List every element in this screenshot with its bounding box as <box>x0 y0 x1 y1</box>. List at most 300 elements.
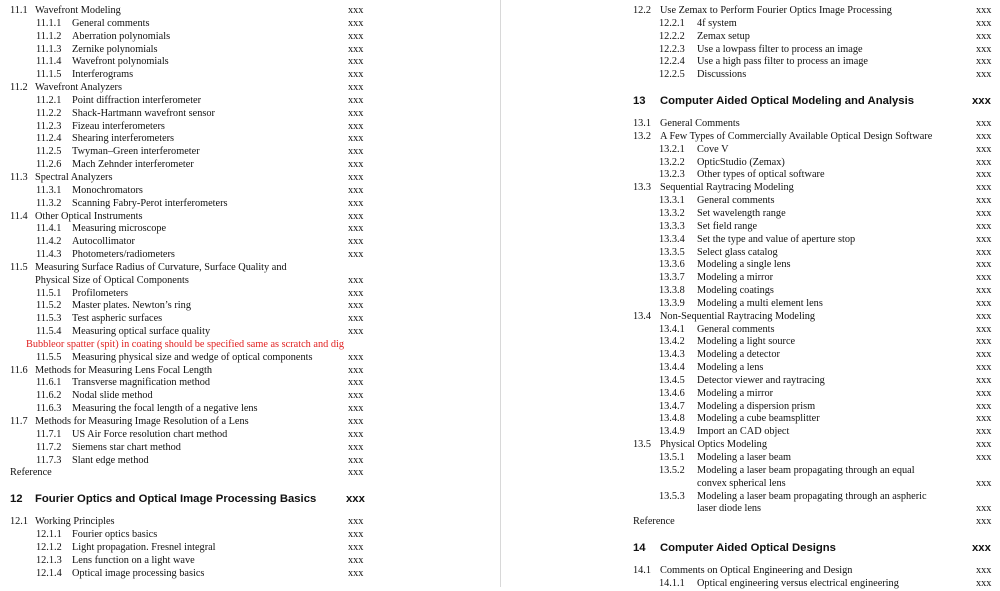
section-title: Non-Sequential Raytracing Modeling <box>660 310 815 322</box>
page-number: xxx <box>348 146 364 158</box>
toc-entry[interactable] <box>0 159 500 172</box>
page-number: xxx <box>348 159 364 171</box>
toc-entry[interactable] <box>0 516 500 529</box>
section-title: Fourier Optics and Optical Image Processing Basics <box>35 493 317 506</box>
section-number: 11.6.1 <box>36 377 62 389</box>
section-title: Lens function on a light wave <box>72 554 195 566</box>
toc-entry[interactable] <box>502 234 1000 247</box>
section-number: 11.4.3 <box>36 249 62 261</box>
section-title: Modeling a cube beamsplitter <box>697 413 820 425</box>
page-number: xxx <box>348 197 364 209</box>
toc-entry[interactable] <box>0 82 500 95</box>
section-title: Set wavelength range <box>697 207 786 219</box>
page-number: xxx <box>976 349 992 361</box>
page-number: xxx <box>348 403 364 415</box>
page-number: xxx <box>348 454 364 466</box>
section-title: Modeling a laser beam <box>697 452 792 463</box>
page-number: xxx <box>348 377 364 389</box>
toc-entry[interactable] <box>502 157 1000 170</box>
section-number: 11.2.4 <box>36 133 62 145</box>
section-number: 12.2.4 <box>659 56 685 68</box>
toc-entry[interactable] <box>502 195 1000 208</box>
page-number: xxx <box>976 477 992 489</box>
section-number: 11.7 <box>10 416 28 427</box>
section-title: Methods for Measuring Lens Focal Length <box>35 364 213 376</box>
page-number: xxx <box>348 287 364 299</box>
toc-entry[interactable] <box>502 362 1000 375</box>
page-number: xxx <box>976 272 992 284</box>
section-number: 12.2.1 <box>659 17 685 29</box>
section-number: 11.3.1 <box>36 184 62 196</box>
toc-entry[interactable] <box>502 18 1000 31</box>
page-number: xxx <box>976 143 992 155</box>
section-number: 13.5.1 <box>659 452 685 463</box>
section-title: Twyman–Green interferometer <box>72 146 200 158</box>
section-number: 13.4.4 <box>659 362 685 374</box>
page-number: xxx <box>346 493 365 506</box>
section-title: Working Principles <box>35 516 115 528</box>
toc-entry[interactable] <box>502 324 1000 337</box>
section-number: 11.7.1 <box>36 428 62 440</box>
toc-entry[interactable] <box>502 375 1000 388</box>
toc-entry[interactable] <box>502 516 1000 529</box>
section-title: Modeling a dispersion prism <box>697 400 816 412</box>
toc-entry[interactable] <box>0 313 500 326</box>
section-number: 13.4.5 <box>659 374 685 386</box>
toc-entry[interactable] <box>0 172 500 185</box>
toc-entry[interactable] <box>502 311 1000 324</box>
toc-entry[interactable] <box>0 403 500 416</box>
section-title: Aberration polynomials <box>72 30 171 42</box>
chapter-heading[interactable] <box>502 537 1000 559</box>
page-number: xxx <box>348 326 364 338</box>
toc-entry[interactable] <box>0 262 500 275</box>
section-title: Optical image processing basics <box>72 567 205 579</box>
section-title: Spectral Analyzers <box>35 171 113 183</box>
section-title: OpticStudio (Zemax) <box>697 156 785 168</box>
section-number: 11.2 <box>10 82 28 94</box>
section-title: Modeling a light source <box>697 336 796 348</box>
page-number: xxx <box>348 184 364 196</box>
page-number: xxx <box>976 452 992 463</box>
toc-entry[interactable] <box>502 247 1000 260</box>
section-number: 13.3.1 <box>659 195 685 207</box>
page-number: xxx <box>976 400 992 412</box>
section-number: 11.2.3 <box>36 120 62 132</box>
section-title: Use Zemax to Perform Fourier Optics Image Processing <box>660 5 892 16</box>
page-number: xxx <box>976 56 992 68</box>
section-title: Measuring the focal length of a negative lens <box>72 403 258 415</box>
section-title: Zemax setup <box>697 30 750 42</box>
chapter-heading[interactable] <box>0 488 500 510</box>
page-number: xxx <box>348 274 364 286</box>
section-number: 11.1.5 <box>36 69 62 81</box>
toc-entry[interactable] <box>0 390 500 403</box>
toc-entry[interactable] <box>502 578 1000 591</box>
section-number: 13.3.9 <box>659 297 685 309</box>
toc-entry[interactable] <box>0 568 500 581</box>
page-number: xxx <box>348 351 364 363</box>
page-number: xxx <box>348 5 364 16</box>
section-number: 14.1 <box>633 565 652 577</box>
section-number: 13.2.1 <box>659 143 685 155</box>
toc-entry[interactable] <box>0 146 500 159</box>
section-number: 12.1.2 <box>36 541 62 553</box>
section-title: General comments <box>72 17 150 29</box>
page-number: xxx <box>976 413 992 425</box>
section-title: Import an CAD object <box>697 426 790 438</box>
toc-entry[interactable] <box>502 439 1000 452</box>
page-number: xxx <box>348 30 364 42</box>
section-title: 4f system <box>697 17 737 29</box>
section-title: Wavefront polynomials <box>72 56 169 68</box>
section-title: Physical Optics Modeling <box>660 439 767 451</box>
section-number: 13.4.2 <box>659 336 685 348</box>
toc-entry[interactable] <box>0 211 500 224</box>
section-number: 11.5.2 <box>36 300 62 312</box>
toc-entry[interactable] <box>0 69 500 82</box>
section-number: 11.4.1 <box>36 223 62 235</box>
section-number: 12.2.2 <box>659 30 685 42</box>
section-title: Interferograms <box>72 69 134 81</box>
section-title: Modeling a multi element lens <box>697 297 823 309</box>
toc-entry[interactable] <box>0 198 500 211</box>
section-title: Nodal slide method <box>72 390 153 402</box>
section-title: Physical Size of Optical Components <box>35 274 189 286</box>
section-title: General Comments <box>660 118 740 130</box>
toc-entry[interactable] <box>502 503 1000 516</box>
page-number: xxx <box>976 565 992 577</box>
toc-entry[interactable] <box>0 56 500 69</box>
section-title: Reference <box>633 516 675 528</box>
section-number: 11.5.1 <box>36 287 62 299</box>
section-title: Reference <box>10 467 52 479</box>
toc-entry[interactable] <box>502 336 1000 349</box>
section-title: Set field range <box>697 220 758 232</box>
page-number: xxx <box>348 467 364 479</box>
section-title: Wavefront Modeling <box>35 5 121 16</box>
section-title: Profilometers <box>72 287 129 299</box>
page-number: xxx <box>348 82 364 94</box>
page-number: xxx <box>976 69 992 81</box>
section-number: 11.2.1 <box>36 94 62 106</box>
toc-entry[interactable] <box>502 413 1000 426</box>
toc-left-page <box>0 0 500 587</box>
toc-entry[interactable] <box>0 555 500 568</box>
toc-entry[interactable] <box>502 478 1000 491</box>
section-number: 12 <box>10 493 23 506</box>
page-number: xxx <box>976 516 992 528</box>
section-number: 13.2.2 <box>659 156 685 168</box>
page-number: xxx <box>348 133 364 145</box>
section-number: 11.1.2 <box>36 30 62 42</box>
section-title: Use a lowpass filter to process an image <box>697 43 863 55</box>
toc-entry[interactable] <box>502 169 1000 182</box>
section-number: 13.4.9 <box>659 426 685 438</box>
section-number: 12.1.1 <box>36 529 62 541</box>
section-number: 13.2 <box>633 130 652 142</box>
section-number: 13.3 <box>633 182 652 194</box>
section-title: Measuring Surface Radius of Curvature, Surface Quality and <box>35 261 287 273</box>
page-number: xxx <box>348 107 364 119</box>
page-number: xxx <box>348 17 364 29</box>
section-number: 13.4.3 <box>659 349 685 361</box>
toc-entry[interactable] <box>0 236 500 249</box>
section-title: Modeling a lens <box>697 362 764 374</box>
toc-entry[interactable] <box>502 131 1000 144</box>
toc-entry[interactable] <box>502 349 1000 362</box>
toc-entry[interactable] <box>0 185 500 198</box>
section-number: 13.3.7 <box>659 272 685 284</box>
toc-entry[interactable] <box>0 455 500 468</box>
section-number: 12.1.4 <box>36 567 62 579</box>
page-number: xxx <box>976 336 992 348</box>
section-number: 13.4 <box>633 310 652 322</box>
section-number: 13.3.5 <box>659 246 685 258</box>
toc-entry[interactable] <box>502 401 1000 414</box>
section-number: 12.1 <box>10 516 29 528</box>
toc-entry[interactable] <box>502 144 1000 157</box>
toc-entry[interactable] <box>0 529 500 542</box>
toc-entry[interactable] <box>0 44 500 57</box>
section-title: US Air Force resolution chart method <box>72 428 228 440</box>
page-number: xxx <box>348 364 364 376</box>
toc-entry[interactable] <box>502 565 1000 578</box>
section-title: Modeling a laser beam propagating through an aspheric <box>697 490 927 502</box>
section-number: 13.1 <box>633 118 652 130</box>
section-title: Measuring optical surface quality <box>72 326 211 338</box>
section-number: 11.6 <box>10 364 28 376</box>
toc-entry[interactable] <box>0 31 500 44</box>
section-title: Monochromators <box>72 184 143 196</box>
section-title: Measuring microscope <box>72 223 167 235</box>
section-title: Shearing interferometers <box>72 133 175 145</box>
page-number: xxx <box>976 323 992 335</box>
section-number: 11.3 <box>10 171 28 183</box>
toc-entry[interactable] <box>502 426 1000 439</box>
page-number: xxx <box>348 249 364 261</box>
section-title: General comments <box>697 195 775 207</box>
section-number: 12.1.3 <box>36 554 62 566</box>
toc-entry[interactable] <box>502 31 1000 44</box>
toc-entry[interactable] <box>0 416 500 429</box>
page-number: xxx <box>976 362 992 374</box>
toc-entry[interactable] <box>0 223 500 236</box>
section-title: Modeling coatings <box>697 285 774 297</box>
section-title: Discussions <box>697 69 747 81</box>
section-title: Mach Zehnder interferometer <box>72 159 194 171</box>
page-number: xxx <box>348 390 364 402</box>
page-number: xxx <box>976 233 992 245</box>
toc-entry[interactable] <box>0 133 500 146</box>
section-title: Measuring physical size and wedge of optical components <box>72 351 313 363</box>
section-number: 11.3.2 <box>36 197 62 209</box>
toc-entry[interactable] <box>0 429 500 442</box>
page-number: xxx <box>976 503 992 515</box>
toc-entry[interactable] <box>502 298 1000 311</box>
section-title: laser diode lens <box>697 503 762 515</box>
section-number: 11.5.3 <box>36 313 62 325</box>
section-number: 11.5.4 <box>36 326 62 338</box>
section-number: 11.7.3 <box>36 454 62 466</box>
section-number: 11.5.5 <box>36 351 62 363</box>
page-number: xxx <box>348 300 364 312</box>
page-number: xxx <box>348 441 364 453</box>
toc-entry[interactable] <box>0 352 500 365</box>
page-number: xxx <box>972 542 991 555</box>
toc-entry[interactable] <box>502 272 1000 285</box>
page-number: xxx <box>976 374 992 386</box>
page-number: xxx <box>976 220 992 232</box>
toc-entry[interactable] <box>502 465 1000 478</box>
page-number: xxx <box>976 182 992 194</box>
section-number: 12.2.3 <box>659 43 685 55</box>
section-title: Modeling a detector <box>697 349 780 361</box>
section-number: 11.1 <box>10 5 28 16</box>
section-title: Methods for Measuring Image Resolution of a Lens <box>35 416 249 427</box>
section-number: 11.4 <box>10 210 28 222</box>
section-title: Slant edge method <box>72 454 149 466</box>
toc-entry[interactable] <box>0 108 500 121</box>
toc-entry[interactable] <box>0 542 500 555</box>
page-number: xxx <box>348 416 364 427</box>
section-title: Select glass catalog <box>697 246 778 258</box>
chapter-heading[interactable] <box>502 90 1000 112</box>
section-title: Computer Aided Optical Modeling and Analysis <box>660 95 914 108</box>
section-title: Light propagation. Fresnel integral <box>72 541 216 553</box>
toc-entry[interactable] <box>502 44 1000 57</box>
toc-entry[interactable] <box>0 18 500 31</box>
section-title: Set the type and value of aperture stop <box>697 233 856 245</box>
toc-entry[interactable] <box>502 452 1000 465</box>
toc-entry[interactable] <box>0 5 500 18</box>
section-number: 13.5.3 <box>659 490 685 502</box>
toc-list-left <box>0 0 500 580</box>
toc-entry[interactable] <box>502 118 1000 131</box>
section-title: Computer Aided Optical Designs <box>660 542 836 555</box>
section-number: 11.1.1 <box>36 17 62 29</box>
section-title: Other types of optical software <box>697 169 825 181</box>
section-number: 14 <box>633 542 646 555</box>
section-title: A Few Types of Commercially Available Optical Design Software <box>660 130 933 142</box>
section-title: Test aspheric surfaces <box>72 313 163 325</box>
section-number: 13.4.6 <box>659 387 685 399</box>
toc-entry[interactable] <box>502 285 1000 298</box>
toc-entry[interactable] <box>0 442 500 455</box>
section-number: 11.2.5 <box>36 146 62 158</box>
toc-entry[interactable] <box>502 69 1000 82</box>
page-number: xxx <box>976 426 992 438</box>
section-number: 13.2.3 <box>659 169 685 181</box>
section-title: Modeling a mirror <box>697 387 774 399</box>
section-number: 11.6.2 <box>36 390 62 402</box>
page-number: xxx <box>976 30 992 42</box>
toc-entry[interactable] <box>0 467 500 480</box>
section-title: Modeling a single lens <box>697 259 791 271</box>
page-number: xxx <box>976 5 992 16</box>
page-number: xxx <box>348 516 364 528</box>
page-number: xxx <box>976 297 992 309</box>
page-number: xxx <box>348 223 364 235</box>
toc-entry[interactable] <box>0 377 500 390</box>
section-title: Scanning Fabry-Perot interferometers <box>72 197 228 209</box>
toc-entry[interactable] <box>502 182 1000 195</box>
toc-entry[interactable] <box>0 326 500 339</box>
page-number: xxx <box>348 210 364 222</box>
page-number: xxx <box>348 313 364 325</box>
toc-entry[interactable] <box>0 121 500 134</box>
page-number: xxx <box>348 567 364 579</box>
toc-entry[interactable] <box>0 249 500 262</box>
page-number: xxx <box>976 169 992 181</box>
page-number: xxx <box>976 118 992 130</box>
toc-entry[interactable] <box>0 95 500 108</box>
section-number: 13.3.2 <box>659 207 685 219</box>
page-divider <box>500 0 501 587</box>
section-title: Detector viewer and raytracing <box>697 374 825 386</box>
section-title: Wavefront Analyzers <box>35 82 122 94</box>
toc-entry[interactable] <box>502 208 1000 221</box>
page-number: xxx <box>976 310 992 322</box>
section-title: Point diffraction interferometer <box>72 94 202 106</box>
section-number: 13.3.8 <box>659 285 685 297</box>
section-title: Use a high pass filter to process an image <box>697 56 868 68</box>
section-title: Transverse magnification method <box>72 377 211 389</box>
section-title: Optical engineering versus electrical engineering <box>697 577 899 589</box>
page-number: xxx <box>976 387 992 399</box>
toc-entry[interactable] <box>502 388 1000 401</box>
page-number: xxx <box>976 156 992 168</box>
section-title: Comments on Optical Engineering and Design <box>660 565 853 577</box>
section-number: 12.2.5 <box>659 69 685 81</box>
page-number: xxx <box>348 43 364 55</box>
page-number: xxx <box>976 577 992 589</box>
page-number: xxx <box>976 195 992 207</box>
section-title: Other Optical Instruments <box>35 210 143 222</box>
toc-entry[interactable] <box>502 259 1000 272</box>
toc-entry[interactable] <box>0 275 500 288</box>
section-title: Modeling a laser beam propagating through an equal <box>697 464 915 476</box>
page-number: xxx <box>976 246 992 258</box>
page-number: xxx <box>348 120 364 132</box>
page-number: xxx <box>972 95 991 108</box>
section-title: Fourier optics basics <box>72 529 158 541</box>
page-number: xxx <box>348 171 364 183</box>
toc-right-page <box>502 0 1000 587</box>
toc-entry[interactable] <box>502 56 1000 69</box>
toc-list-right <box>502 0 1000 591</box>
section-title: Master plates. Newton’s ring <box>72 300 191 312</box>
page-number: xxx <box>976 207 992 219</box>
editor-note[interactable] <box>0 339 500 352</box>
toc-entry[interactable] <box>0 300 500 313</box>
section-title: Bubbleor spatter (spit) in coating should be specified same as scratch and dig <box>26 338 344 350</box>
page-number: xxx <box>976 439 992 451</box>
section-number: 13.4.1 <box>659 323 685 335</box>
section-title: Modeling a mirror <box>697 272 774 284</box>
page-number: xxx <box>976 130 992 142</box>
section-number: 11.7.2 <box>36 441 62 453</box>
section-number: 13.3.3 <box>659 220 685 232</box>
page-number: xxx <box>348 529 364 541</box>
toc-entry[interactable] <box>502 491 1000 504</box>
section-number: 13.5.2 <box>659 464 685 476</box>
toc-entry[interactable] <box>502 221 1000 234</box>
toc-entry[interactable] <box>502 5 1000 18</box>
toc-entry[interactable] <box>0 365 500 378</box>
section-title: Zernike polynomials <box>72 43 158 55</box>
toc-entry[interactable] <box>0 288 500 301</box>
